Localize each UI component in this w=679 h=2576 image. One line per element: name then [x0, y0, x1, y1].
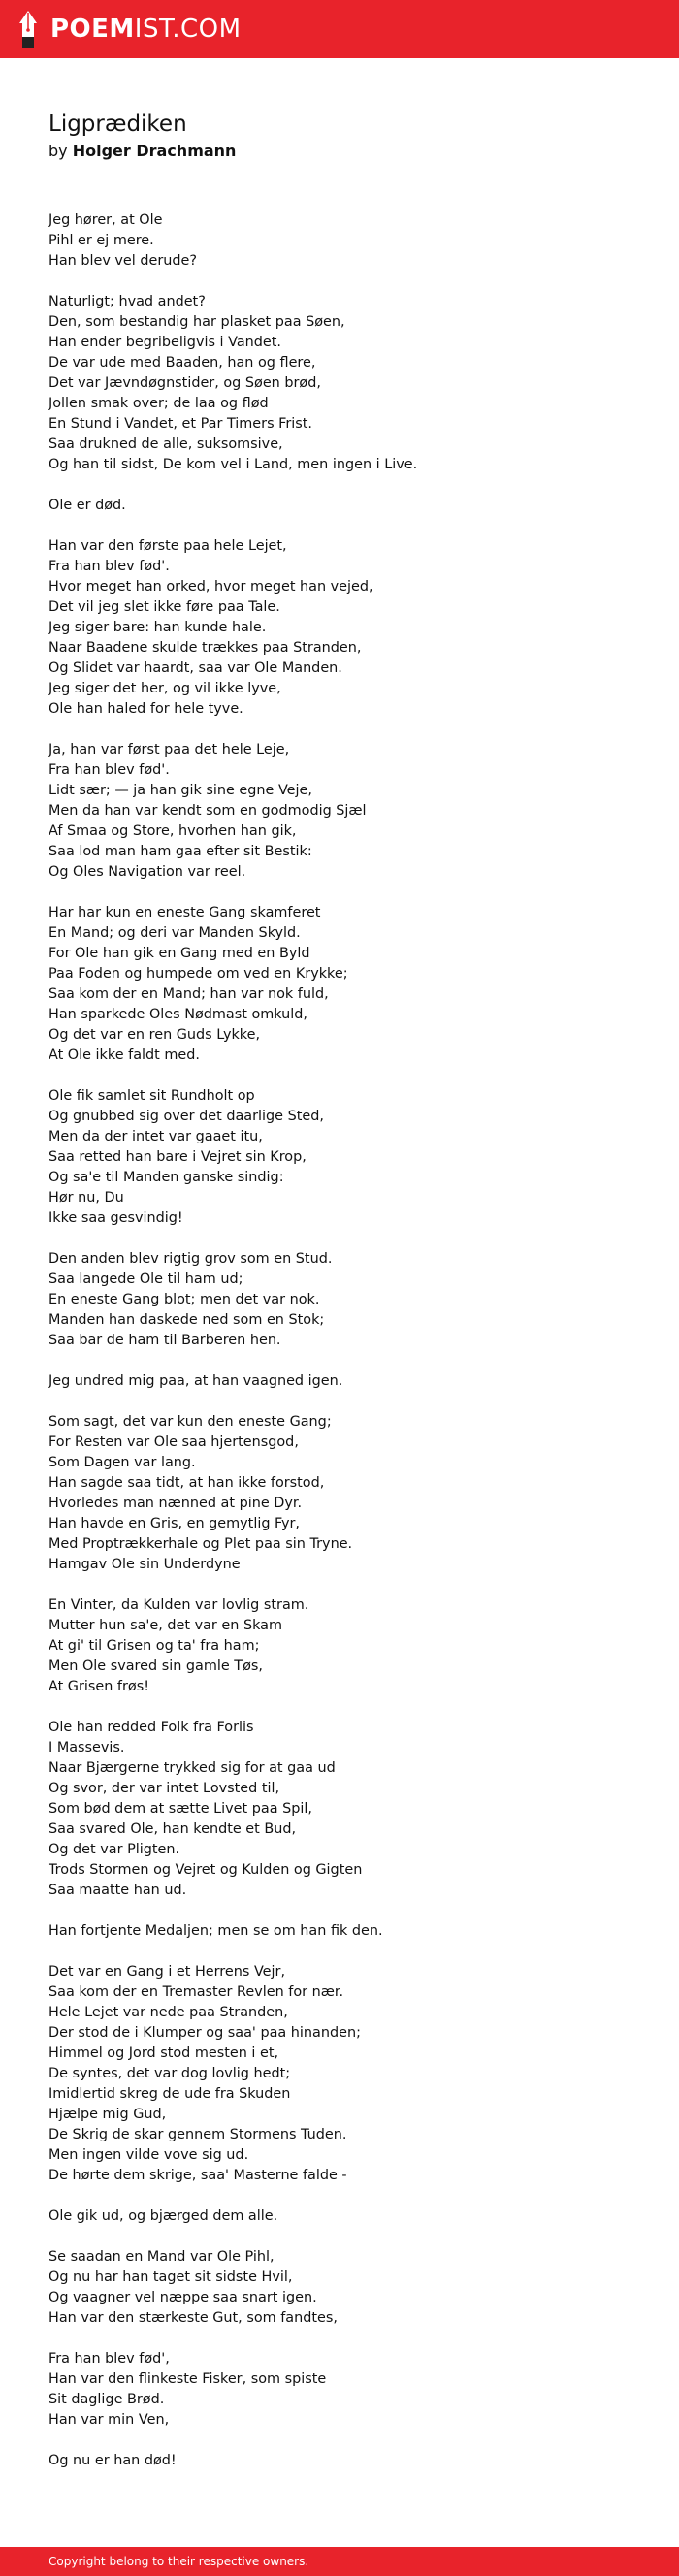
stanza	[48, 210, 650, 272]
poem-line: Se saadan en Mand var Ole Pihl,	[48, 2249, 275, 2265]
stanza	[48, 1249, 650, 1351]
poem-line: Fra han blev fød'.	[48, 762, 170, 778]
stanza	[48, 2349, 650, 2431]
poem-line: Trods Stormen og Vejret og Kulden og Gigten	[48, 1862, 363, 1878]
poem-line: Ole gik ud, og bjærged dem alle.	[48, 2208, 278, 2224]
poem-line: Hvorledes man nænned at pine Dyr.	[48, 1496, 303, 1511]
poem-line: De hørte dem skrige, saa' Masterne falde -	[48, 2168, 347, 2183]
poem-line: Hjælpe mig Gud,	[48, 2107, 167, 2122]
poem-line: Jeg siger bare: han kunde hale.	[48, 620, 267, 635]
poem-line: Han havde en Gris, en gemytlig Fyr,	[48, 1516, 300, 1531]
poem-line: Fra han blev fød'.	[48, 559, 170, 574]
poem-line: For Ole han gik en Gang med en Byld	[48, 946, 310, 961]
poem-line: Han ender begribeligvis i Vandet.	[48, 335, 281, 350]
poem-line: Og det var Pligten.	[48, 1842, 180, 1857]
poem-line: De Skrig de skar gennem Stormens Tuden.	[48, 2127, 347, 2142]
poem-line: Naar Bjærgerne trykked sig for at gaa ud	[48, 1760, 336, 1776]
poem-line: Af Smaa og Store, hvorhen han gik,	[48, 823, 297, 839]
poem-line: Og Oles Navigation var reel.	[48, 864, 246, 880]
poem-line: Ja, han var først paa det hele Leje,	[48, 742, 290, 757]
stanza	[48, 1412, 650, 1575]
copyright-text: Copyright belong to their respective owners.	[48, 2555, 309, 2568]
stanza	[48, 1921, 650, 1942]
poem-line: Saa kom der en Mand; han var nok fuld,	[48, 986, 329, 1002]
poem-line: Paa Foden og humpede om ved en Krykke;	[48, 966, 348, 982]
poem-line: Men Ole svared sin gamle Tøs,	[48, 1658, 263, 1674]
poem-line: Saa kom der en Tremaster Revlen for nær.	[48, 1984, 344, 2000]
poem-line: Ole han redded Folk fra Forlis	[48, 1720, 254, 1735]
stanza	[48, 740, 650, 883]
poem-line: Mutter hun sa'e, det var en Skam	[48, 1618, 283, 1633]
poem-heading	[48, 110, 630, 162]
poem-line: At gi' til Grisen og ta' fra ham;	[48, 1638, 260, 1654]
stanza	[48, 1371, 650, 1392]
poem-line: En Mand; og deri var Manden Skyld.	[48, 925, 301, 941]
author-name[interactable]: Holger Drachmann	[72, 142, 237, 160]
poem-line: At Ole ikke faldt med.	[48, 1047, 200, 1063]
poem-line: Og Slidet var haardt, saa var Ole Manden.	[48, 660, 342, 676]
poem-line: Som bød dem at sætte Livet paa Spil,	[48, 1801, 312, 1817]
stanza	[48, 2206, 650, 2227]
poem-line: Saa bar de ham til Barberen hen.	[48, 1333, 281, 1348]
poem-line: Sit daglige Brød.	[48, 2392, 165, 2407]
poem-line: Jeg siger det her, og vil ikke lyve,	[48, 681, 281, 696]
poem-line: Ikke saa gesvindig!	[48, 1210, 183, 1226]
stanza	[48, 536, 650, 720]
poem-line: Han var den flinkeste Fisker, som spiste	[48, 2371, 327, 2387]
poem-line: En Stund i Vandet, et Par Timers Frist.	[48, 416, 313, 432]
poem-line: Den anden blev rigtig grov som en Stud.	[48, 1251, 333, 1267]
poem-line: Manden han daskede ned som en Stok;	[48, 1312, 325, 1328]
poem-line: Jeg undred mig paa, at han vaagned igen.	[48, 1373, 343, 1389]
poem-line: Imidlertid skreg de ude fra Skuden	[48, 2086, 291, 2102]
poem-line: De syntes, det var dog lovlig hedt;	[48, 2066, 291, 2081]
poem-line: Ole er død.	[48, 498, 126, 513]
poem-line: Hvor meget han orked, hvor meget han vejed,	[48, 579, 373, 595]
poem-line: Han sagde saa tidt, at han ikke forstod,	[48, 1475, 325, 1491]
poem-line: Og gnubbed sig over det daarlige Sted,	[48, 1109, 324, 1124]
poem-line: Han blev vel derude?	[48, 253, 198, 269]
poem-line: Der stod de i Klumper og saa' paa hinanden;	[48, 2025, 361, 2041]
stanza	[48, 292, 650, 475]
stanza	[48, 1595, 650, 1697]
poem-line: Lidt sær; — ja han gik sine egne Veje,	[48, 783, 312, 798]
poem-line: Og det var en ren Guds Lykke,	[48, 1027, 261, 1043]
stanza	[48, 1962, 650, 2186]
poem-line: Men da der intet var gaaet itu,	[48, 1129, 263, 1144]
poem-line: Ole fik samlet sit Rundholt op	[48, 1088, 255, 1104]
poem-title: Ligprædiken	[48, 112, 187, 137]
poem-line: Hele Lejet var nede paa Stranden,	[48, 2005, 288, 2020]
poem-line: Saa langede Ole til ham ud;	[48, 1272, 243, 1287]
poem-line: Og han til sidst, De kom vel i Land, men ingen i Live.	[48, 457, 418, 472]
poem-line: I Massevis.	[48, 1740, 125, 1755]
poem-line: Men ingen vilde vove sig ud.	[48, 2147, 249, 2163]
by-label: by	[48, 142, 68, 160]
poem-line: Som sagt, det var kun den eneste Gang;	[48, 1414, 332, 1430]
poem-line: Han fortjente Medaljen; men se om han fik den.	[48, 1923, 383, 1939]
stanza	[48, 1718, 650, 1901]
poem-line: Som Dagen var lang.	[48, 1455, 196, 1470]
poem-body	[48, 210, 650, 2492]
poem-line: Saa svared Ole, han kendte et Bud,	[48, 1821, 297, 1837]
poem-line: Pihl er ej mere.	[48, 233, 154, 248]
poem-line: Med Proptrækkerhale og Plet paa sin Tryne.	[48, 1536, 353, 1552]
poem-line: Og svor, der var intet Lovsted til,	[48, 1781, 280, 1796]
poem-line: Fra han blev fød',	[48, 2351, 170, 2367]
poem-line: De var ude med Baaden, han og flere,	[48, 355, 316, 370]
byline	[48, 141, 630, 162]
poem-line: Og vaagner vel næppe saa snart igen.	[48, 2290, 317, 2305]
site-logo-text	[50, 10, 242, 48]
poem-line: Saa lod man ham gaa efter sit Bestik:	[48, 844, 312, 859]
stanza	[48, 2451, 650, 2471]
poem-line: Det var en Gang i et Herrens Vejr,	[48, 1964, 286, 1980]
poem-line: Saa maatte han ud.	[48, 1883, 187, 1898]
stanza	[48, 903, 650, 1066]
poem-line: Saa drukned de alle, suksomsive,	[48, 436, 283, 452]
poem-line: Jollen smak over; de laa og flød	[48, 396, 269, 411]
poem-line: Naar Baadene skulde trækkes paa Stranden,	[48, 640, 362, 656]
poem-line: Ole han haled for hele tyve.	[48, 701, 243, 717]
poem-line: Hamgav Ole sin Underdyne	[48, 1557, 241, 1572]
poem-line: Han var min Ven,	[48, 2412, 170, 2428]
poem-line: Og sa'e til Manden ganske sindig:	[48, 1170, 284, 1185]
poem-line: Han var den første paa hele Lejet,	[48, 538, 287, 554]
poem-line: Jeg hører, at Ole	[48, 212, 163, 228]
poem-line: Himmel og Jord stod mesten i et,	[48, 2045, 279, 2061]
poem-line: Det vil jeg slet ikke føre paa Tale.	[48, 599, 280, 615]
pen-nib-icon	[17, 10, 39, 48]
site-header	[0, 0, 679, 58]
poem-line: Saa retted han bare i Vejret sin Krop,	[48, 1149, 307, 1165]
stanza	[48, 2247, 650, 2329]
stanza	[48, 1086, 650, 1229]
poem-line: For Resten var Ole saa hjertensgod,	[48, 1434, 299, 1450]
poem-line: Hør nu, Du	[48, 1190, 124, 1206]
brand-rest: IST.COM	[134, 15, 242, 44]
poem-line: Og nu har han taget sit sidste Hvil,	[48, 2270, 293, 2285]
poem-line: Det var Jævndøgnstider, og Søen brød,	[48, 375, 321, 391]
brand-bold: POEM	[50, 15, 135, 44]
poem-line: Og nu er han død!	[48, 2453, 177, 2468]
poem-line: Han sparkede Oles Nødmast omkuld,	[48, 1007, 307, 1022]
poem-line: En Vinter, da Kulden var lovlig stram.	[48, 1597, 309, 1613]
poem-line: Har har kun en eneste Gang skamferet	[48, 905, 321, 920]
poem-line: Han var den stærkeste Gut, som fandtes,	[48, 2310, 338, 2326]
poem-line: Naturligt; hvad andet?	[48, 294, 206, 309]
site-logo[interactable]	[17, 10, 242, 48]
stanza	[48, 496, 650, 516]
poem-line: At Grisen frøs!	[48, 1679, 149, 1694]
poem-line: En eneste Gang blot; men det var nok.	[48, 1292, 320, 1307]
site-footer	[0, 2547, 679, 2576]
poem-line: Den, som bestandig har plasket paa Søen,	[48, 314, 345, 330]
poem-line: Men da han var kendt som en godmodig Sjæl	[48, 803, 367, 819]
